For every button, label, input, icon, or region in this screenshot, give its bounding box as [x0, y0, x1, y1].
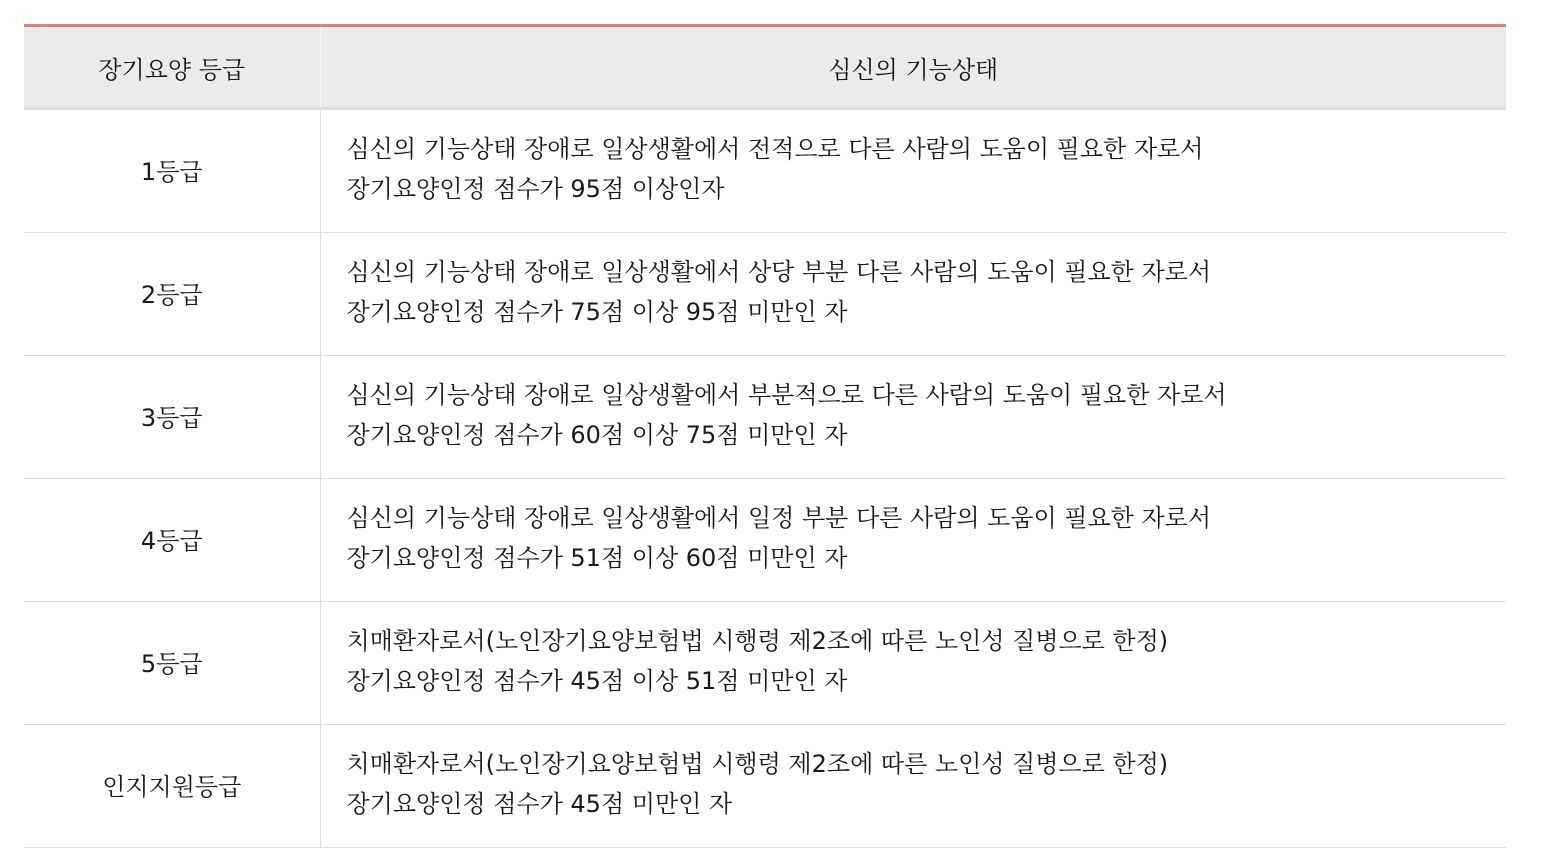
grade-table-container [24, 24, 1506, 848]
table-row [24, 725, 1506, 848]
table-row [24, 356, 1506, 479]
long-term-care-grade-table [24, 24, 1506, 848]
grade-cell: 4등급 [24, 479, 320, 602]
description-line: 심신의 기능상태 장애로 일상생활에서 부분적으로 다른 사람의 도움이 필요한 자로서 [346, 381, 1227, 409]
description-cell [320, 109, 1506, 233]
table-header-row [24, 26, 1506, 109]
description-line: 심신의 기능상태 장애로 일상생활에서 전적으로 다른 사람의 도움이 필요한 자로서 [346, 135, 1204, 163]
grade-cell: 5등급 [24, 602, 320, 725]
description-line: 치매환자로서(노인장기요양보험법 시행령 제2조에 따른 노인성 질병으로 한정) [346, 627, 1169, 655]
table-row [24, 109, 1506, 233]
description-line: 치매환자로서(노인장기요양보험법 시행령 제2조에 따른 노인성 질병으로 한정) [346, 750, 1169, 778]
description-line: 장기요양인정 점수가 60점 이상 75점 미만인 자 [346, 421, 848, 449]
description-cell [320, 479, 1506, 602]
description-line: 장기요양인정 점수가 95점 이상인자 [346, 175, 725, 203]
description-line: 장기요양인정 점수가 45점 이상 51점 미만인 자 [346, 667, 848, 695]
grade-cell: 인지지원등급 [24, 725, 320, 848]
description-cell [320, 602, 1506, 725]
table-row [24, 233, 1506, 356]
description-line: 장기요양인정 점수가 75점 이상 95점 미만인 자 [346, 298, 848, 326]
description-line: 장기요양인정 점수가 51점 이상 60점 미만인 자 [346, 544, 848, 572]
table-row [24, 479, 1506, 602]
description-line: 심신의 기능상태 장애로 일상생활에서 일정 부분 다른 사람의 도움이 필요한 자로서 [346, 504, 1212, 532]
header-grade: 장기요양 등급 [24, 26, 320, 109]
description-line: 심신의 기능상태 장애로 일상생활에서 상당 부분 다른 사람의 도움이 필요한 자로서 [346, 258, 1212, 286]
description-cell [320, 233, 1506, 356]
description-cell [320, 356, 1506, 479]
description-line: 장기요양인정 점수가 45점 미만인 자 [346, 790, 733, 818]
description-cell [320, 725, 1506, 848]
grade-cell: 1등급 [24, 109, 320, 233]
grade-cell: 3등급 [24, 356, 320, 479]
header-function-status: 심신의 기능상태 [320, 26, 1506, 109]
grade-cell: 2등급 [24, 233, 320, 356]
table-row [24, 602, 1506, 725]
